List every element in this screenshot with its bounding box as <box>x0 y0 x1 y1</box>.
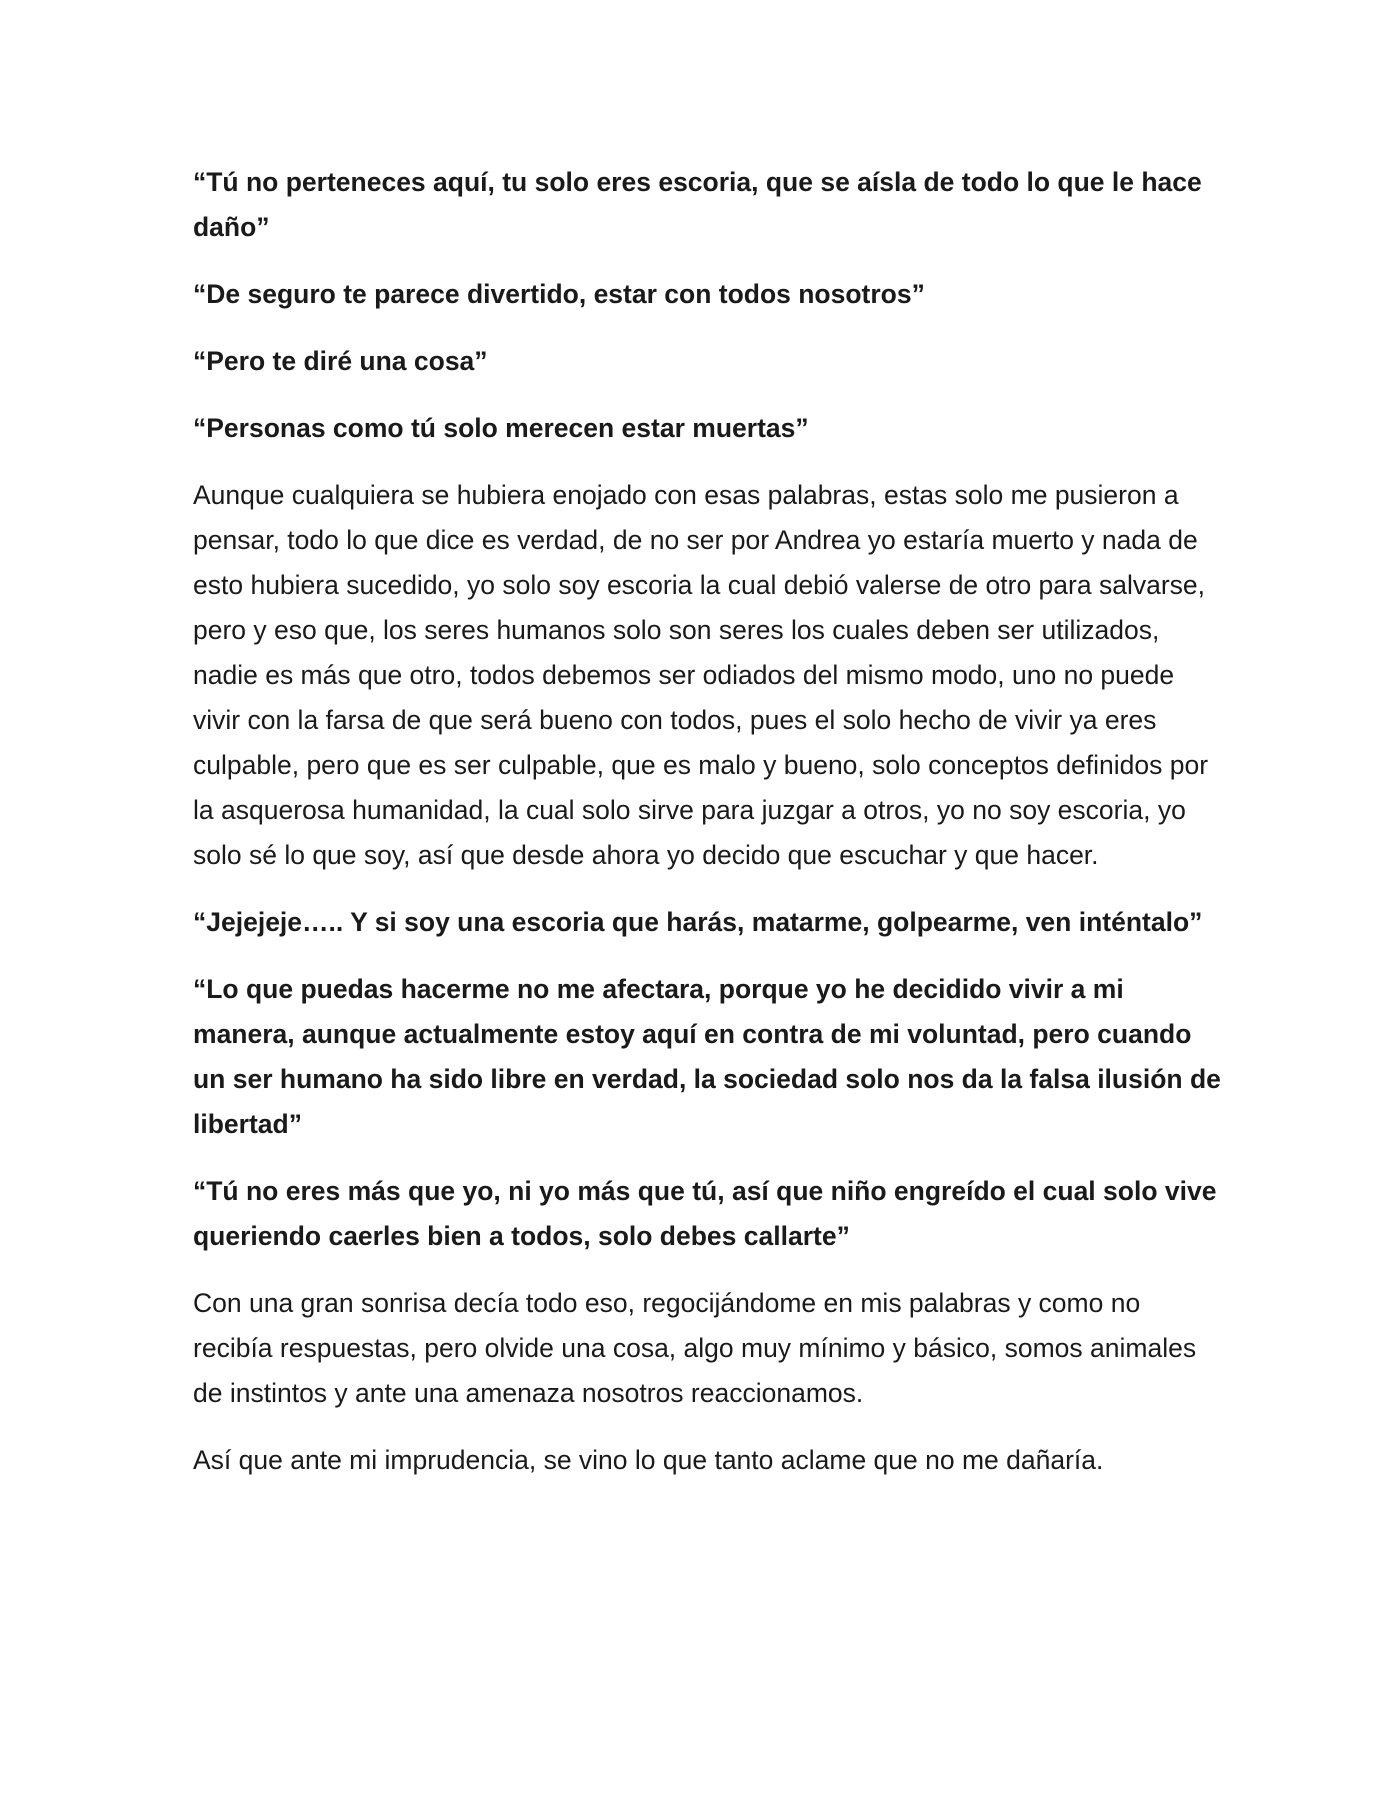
narration-paragraph: Así que ante mi imprudencia, se vino lo que tanto aclame que no me dañaría. <box>193 1445 1104 1475</box>
dialogue-paragraph: “Personas como tú solo merecen estar muertas” <box>193 413 809 443</box>
narration-paragraph: Aunque cualquiera se hubiera enojado con esas palabras, estas solo me pusieron a pensar, todo lo que dice es verdad, de no ser por Andrea yo estaría muerto y nada de esto hubiera sucedido, yo solo soy escoria la cual debió valerse de otro para salvarse, pero y eso que, los seres humanos solo son seres los cuales deben ser utilizados, nadie es más que otro, todos debemos ser odiados del mismo modo, uno no puede vivir con la farsa de que será bueno con todos, pues el solo hecho de vivir ya eres culpable, pero que es ser culpable, que es malo y bueno, solo conceptos definidos por la asquerosa humanidad, la cual solo sirve para juzgar a otros, yo no soy escoria, yo solo sé lo que soy, así que desde ahora yo decido que escuchar y que hacer. <box>193 480 1209 870</box>
dialogue-paragraph: “Jejejeje….. Y si soy una escoria que harás, matarme, golpearme, ven inténtalo” <box>193 907 1203 937</box>
dialogue-paragraph: “Pero te diré una cosa” <box>193 346 488 376</box>
dialogue-paragraph: “Tú no eres más que yo, ni yo más que tú, así que niño engreído el cual solo vive queriendo caerles bien a todos, solo debes callarte” <box>193 1176 1217 1251</box>
document-page <box>193 160 1223 1505</box>
dialogue-paragraph: “De seguro te parece divertido, estar con todos nosotros” <box>193 279 925 309</box>
dialogue-paragraph: “Lo que puedas hacerme no me afectara, porque yo he decidido vivir a mi manera, aunque actualmente estoy aquí en contra de mi voluntad, pero cuando un ser humano ha sido libre en verdad, la sociedad solo nos da la falsa ilusión de libertad” <box>193 974 1221 1139</box>
dialogue-paragraph: “Tú no perteneces aquí, tu solo eres escoria, que se aísla de todo lo que le hace daño” <box>193 167 1202 242</box>
narration-paragraph: Con una gran sonrisa decía todo eso, regocijándome en mis palabras y como no recibía respuestas, pero olvide una cosa, algo muy mínimo y básico, somos animales de instintos y ante una amenaza nosotros reaccionamos. <box>193 1288 1197 1408</box>
